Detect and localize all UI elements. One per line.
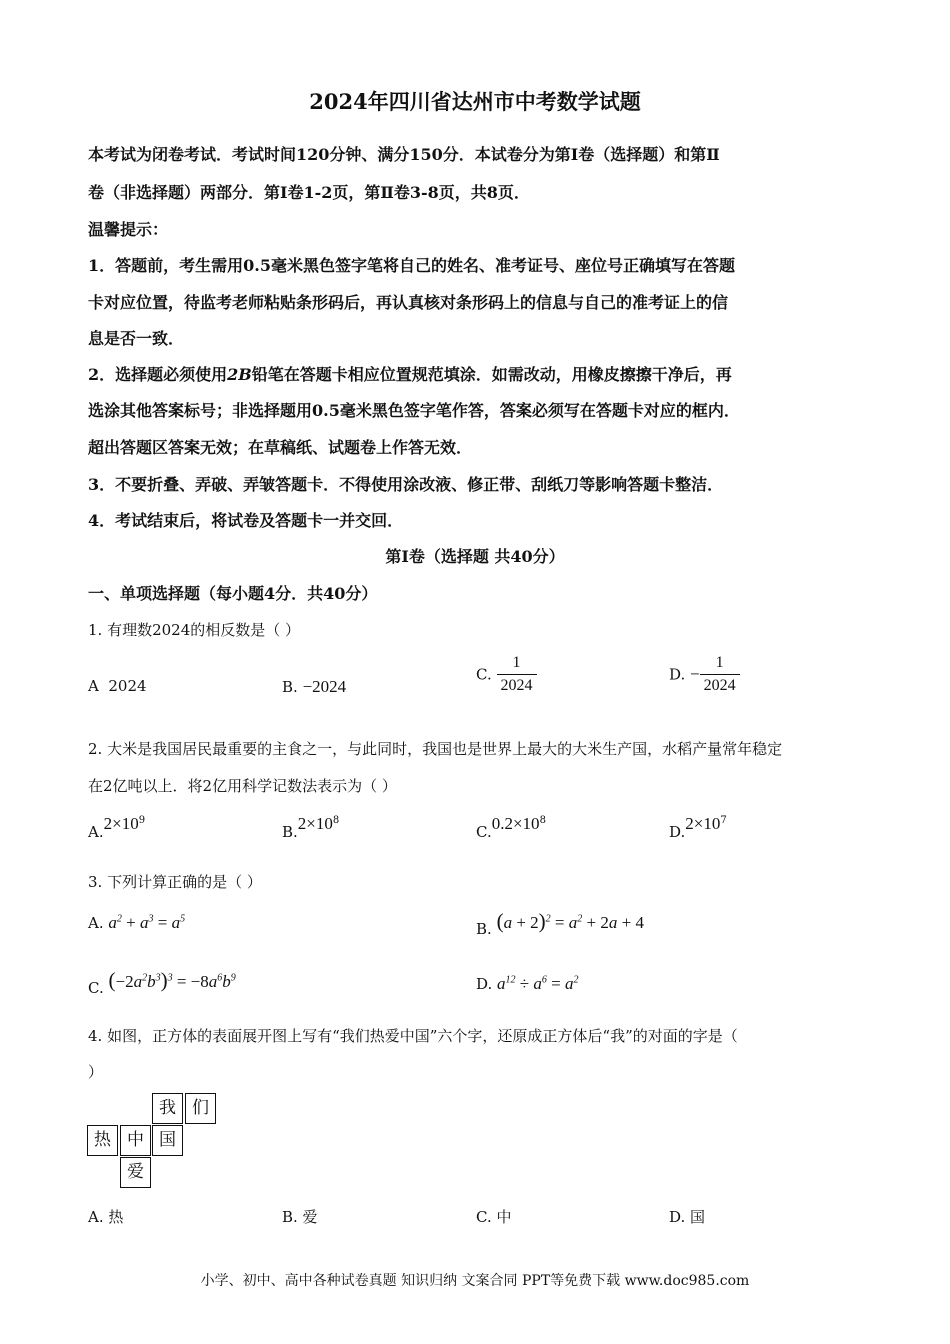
q2-c-exp: 8: [539, 815, 546, 826]
tip-4: 4．考试结束后，将试卷及答题卡一并交回．: [88, 511, 404, 530]
net-cell-zhong: 中: [120, 1125, 151, 1156]
q1-option-d: [669, 652, 740, 697]
q3-option-a: [88, 913, 185, 933]
net-cell-wo: 我: [152, 1093, 183, 1124]
tip-2-line-1: [88, 362, 732, 385]
q4-option-d: D. 国: [669, 1208, 706, 1226]
q1-c-fraction: [497, 652, 537, 697]
tip-2-suffix: 铅笔在答题卡相应位置规范填涂．如需改动，用橡皮擦擦干净后，再: [251, 365, 732, 384]
q1-d-sign: −: [690, 664, 700, 684]
q2-a-label: A.: [88, 823, 104, 841]
tips-heading: 温馨提示：: [88, 220, 169, 239]
q2-option-d: [669, 814, 727, 841]
q2-a-exp: 9: [138, 815, 146, 826]
q3-d-label: D.: [476, 975, 493, 993]
q2-b-exp: 8: [332, 815, 340, 826]
tip-3: 3．不要折叠、弄破、弄皱答题卡．不得使用涂改液、修正带、刮纸刀等影响答题卡整洁．: [88, 475, 724, 494]
tip-2-pencil-grade: 2B: [227, 365, 252, 384]
tip-1-line-3: 息是否一致．: [88, 329, 185, 348]
q2-option-b: [282, 814, 339, 841]
net-cell-re: 热: [87, 1125, 118, 1156]
tip-2-prefix: 2．选择题必须使用: [88, 365, 228, 384]
q3-option-b: [476, 909, 644, 938]
q2-b-base: 2×10: [297, 814, 333, 833]
tip-1-line-2: 卡对应位置，待监考老师粘贴条形码后，再认真核对条形码上的信息与自己的准考证上的信: [88, 293, 729, 312]
q3-option-d: [476, 974, 578, 994]
q1-a-value: 2024: [108, 677, 147, 695]
q3-stem: 3. 下列计算正确的是（ ）: [88, 873, 262, 891]
q1-d-numerator: 1: [700, 652, 740, 675]
q3-c-label: C.: [88, 979, 104, 997]
q4-stem-line-1: 4. 如图，正方体的表面展开图上写有“我们热爱中国”六个字，还原成正方体后“我”的对面的字是（: [88, 1027, 738, 1045]
tip-2-line-3: 超出答题区答案无效；在草稿纸、试题卷上作答无效．: [88, 438, 473, 457]
net-cell-men: 们: [185, 1093, 216, 1124]
q3-c-expression: $(-2a^2b^3)^3 = -8a^6b^9$: [108, 968, 236, 992]
net-cell-guo: 国: [152, 1125, 183, 1156]
q3-option-c: [88, 968, 236, 997]
q2-c-label: C.: [476, 823, 492, 841]
q4-option-a: A. 热: [88, 1208, 124, 1226]
section-title: 第Ⅰ卷（选择题 共40分）: [385, 547, 565, 566]
intro-line-2: 卷（非选择题）两部分．第Ⅰ卷1-2页，第Ⅱ卷3-8页，共8页．: [88, 183, 530, 202]
q2-d-label: D.: [669, 823, 686, 841]
q1-option-c: [476, 652, 537, 697]
intro-line-1: 本考试为闭卷考试．考试时间120分钟、满分150分．本试卷分为第Ⅰ卷（选择题）和第Ⅱ: [88, 145, 720, 164]
q2-c-base: 0.2×10: [491, 814, 540, 833]
q1-d-fraction: [700, 652, 740, 697]
q4-option-b: B. 爱: [282, 1208, 318, 1226]
q2-d-base: 2×10: [685, 814, 721, 833]
q1-d-denominator: 2024: [703, 677, 736, 694]
net-cell-ai: 爱: [120, 1157, 151, 1188]
q2-option-a: [88, 814, 145, 841]
q1-c-label: C.: [476, 665, 492, 684]
q2-stem-line-1: 2. 大米是我国居民最重要的主食之一，与此同时，我国也是世界上最大的大米生产国，水稻产量常年稳定: [88, 740, 783, 758]
q2-d-exp: 7: [720, 815, 727, 826]
q3-b-label: B.: [476, 920, 492, 938]
q1-b-value: −2024: [302, 677, 347, 696]
q1-option-b: [282, 677, 346, 697]
part-title: 一、单项选择题（每小题4分．共40分）: [88, 584, 378, 603]
q3-d-expression: $a^{12} \div a^6 = a^2$: [497, 974, 579, 993]
q2-a-base: 2×10: [103, 814, 139, 833]
q1-c-numerator: 1: [497, 652, 537, 675]
page-footer: 小学、初中、高中各种试卷真题 知识归纳 文案合同 PPT等免费下载 www.doc985.com: [200, 1273, 750, 1289]
q4-option-c: C. 中: [476, 1208, 512, 1226]
q1-d-label: D.: [669, 665, 686, 684]
q1-option-a: [88, 677, 147, 695]
tip-2-line-2: 选涂其他答案标号；非选择题用0.5毫米黑色签字笔作答，答案必须写在答题卡对应的框内．: [88, 401, 740, 420]
q1-stem: 1. 有理数2024的相反数是（ ）: [88, 621, 301, 639]
q1-a-label: A: [88, 677, 99, 695]
q3-a-expression: $a^2 + a^3 = a^5$: [108, 913, 186, 932]
q2-option-c: [476, 814, 546, 841]
q2-b-label: B.: [282, 823, 298, 841]
q3-b-expression: $(a + 2)^2 = a^2 + 2a + 4$: [496, 909, 644, 933]
q1-b-label: B.: [282, 678, 298, 696]
q4-stem-line-2: ）: [88, 1063, 104, 1081]
q2-stem-line-2: 在2亿吨以上．将2亿用科学记数法表示为（ ）: [88, 777, 397, 795]
q3-a-label: A.: [88, 914, 104, 932]
tip-1-line-1: 1．答题前，考生需用0.5毫米黑色签字笔将自己的姓名、准考证号、座位号正确填写在答题: [88, 256, 735, 275]
q1-c-denominator: 2024: [500, 677, 533, 694]
page-title: 2024年四川省达州市中考数学试题: [309, 89, 641, 114]
